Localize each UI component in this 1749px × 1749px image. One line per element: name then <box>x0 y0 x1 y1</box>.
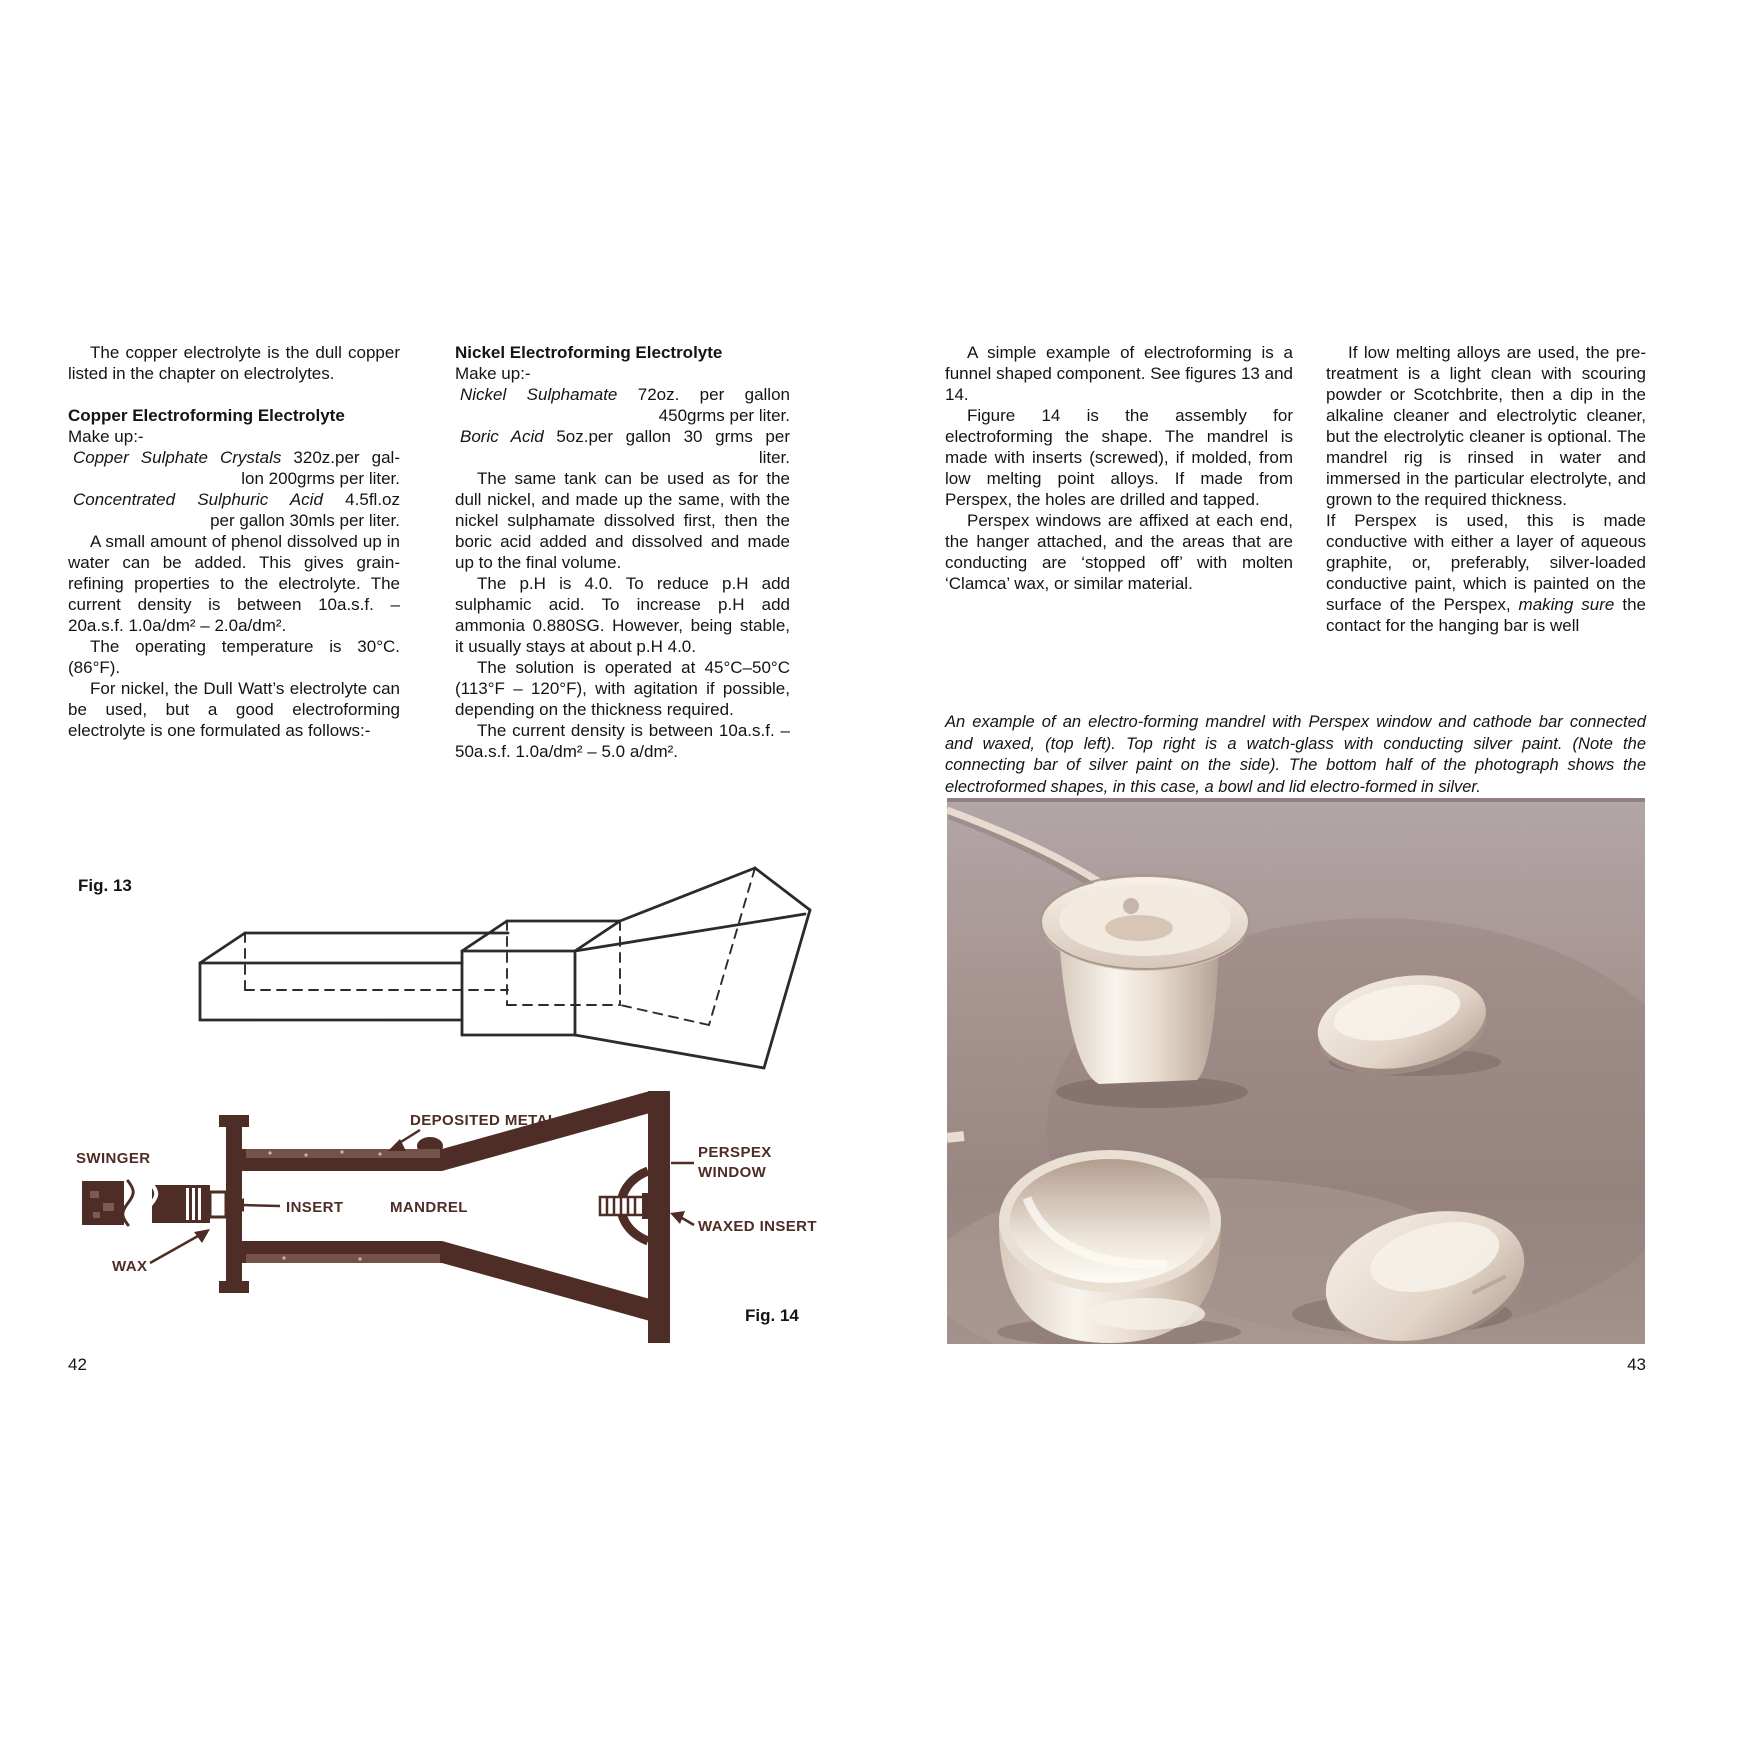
label-perspex-window-line1: PERSPEX <box>698 1144 772 1161</box>
page43-column1 <box>945 342 1293 594</box>
paragraph: The operating temperature is 30°C. (86°F). <box>68 637 400 677</box>
ingredient-name: Nickel Sulphamate <box>460 385 618 404</box>
fig13-solid-lines <box>200 868 810 1068</box>
wax-blob <box>1105 915 1173 941</box>
page-number-42: 42 <box>68 1355 87 1374</box>
label-perspex-window-line2: WINDOW <box>698 1164 767 1181</box>
label-swinger: SWINGER <box>76 1150 151 1167</box>
page42-column1 <box>68 342 400 741</box>
page-number-43: 43 <box>1627 1355 1646 1374</box>
label-mandrel: MANDREL <box>390 1199 468 1216</box>
paragraph: A simple example of electroforming is a funnel shaped component. See figures 13 and 14. <box>945 343 1293 404</box>
paragraph: Figure 14 is the assembly for electroforming the shape. The mandrel is made with inserts (screwed), if molded, from low melting point alloys. If made from Perspex, the holes are drilled and tapped. <box>945 406 1293 509</box>
paragraph-text: If Perspex is used, this is made conductive with either a layer of aqueous graphite, or, preferably, silver-loaded conductive paint, which is painted on the surface of the Perspex, <box>1326 511 1646 614</box>
label-deposited-metal: DEPOSITED METAL <box>410 1112 558 1129</box>
paragraph: The solution is operated at 45°C–50°C (113°F – 120°F), with agitation if possible, depending on the thickness required. <box>455 658 790 719</box>
paragraph: Perspex windows are affixed at each end, the hanger attached, and the areas that are conducting are ‘stopped off’ with molten ‘Clamca’ wax, or similar material. <box>945 511 1293 593</box>
ingredient-line-continued: lon 200grms per liter. <box>241 469 400 488</box>
make-up-line: Make up:- <box>455 364 531 383</box>
paragraph: If low melting alloys are used, the pre-treatment is a light clean with scouring powder or Scotchbrite, then a dip in the alkaline cleaner and electrolytic cleaner, but the electrolytic cleaner is optional. The mandrel rig is rinsed in water and immersed in the particular electrolyte, and grown to the required thickness. <box>1326 343 1646 509</box>
fig14-diagram <box>60 1085 820 1350</box>
section-heading-nickel: Nickel Electroforming Electrolyte <box>455 343 723 362</box>
page43-column2 <box>1326 342 1646 636</box>
mandrel-shaft <box>152 1185 210 1223</box>
paragraph: The same tank can be used as for the dull nickel, and made up the same, with the nickel sulphamate dissolved first, then the boric acid added and dissolved and made up to the final volume. <box>455 469 790 572</box>
rod-fragment <box>947 1131 964 1143</box>
ingredient-name: Boric Acid <box>460 427 544 446</box>
label-insert: INSERT <box>286 1199 344 1216</box>
wire-end <box>1123 898 1139 914</box>
label-waxed-insert: WAXED INSERT <box>698 1218 817 1235</box>
ingredient-line <box>68 447 400 468</box>
fig13-label: Fig. 13 <box>78 876 132 895</box>
bowl-highlight <box>1089 1298 1205 1330</box>
ingredient-line <box>455 426 790 447</box>
fig13-hidden-dashed-lines <box>245 868 755 1025</box>
ingredient-name: Concentrated Sulphuric Acid <box>73 490 323 509</box>
top-slope-wall <box>442 1091 650 1171</box>
paragraph <box>1326 510 1646 636</box>
paragraph-text: the contact for the hanging bar is well <box>1326 595 1646 635</box>
ingredient-line <box>455 384 790 405</box>
waxed-insert-bolt <box>600 1193 662 1219</box>
fig14-cross-section <box>82 1091 670 1343</box>
ingredient-amount: 5oz.per gallon 30 grms per <box>543 427 790 446</box>
paragraph: The current density is between 10a.s.f. – 50a.s.f. 1.0a/dm² – 5.0 a/dm². <box>455 721 790 761</box>
photo-caption: An example of an electro-forming mandrel with Perspex window and cathode bar connected and waxed, (top left). Top right is a watch-glass with conducting silver paint. (Note the connecting bar of silver paint on the side). The bottom half of the photograph shows the electroformed shapes, in this case, a bowl and lid electro-formed in silver. <box>945 713 1646 796</box>
ingredient-amount: 320z.per gal- <box>281 448 400 467</box>
paragraph: For nickel, the Dull Watt’s electrolyte can be used, but a good electroforming electrolyte is one formulated as follows:- <box>68 679 400 740</box>
fig13-drawing <box>178 850 823 1095</box>
bottom-slope-wall <box>442 1241 650 1321</box>
ingredient-line-continued: 450grms per liter. <box>658 406 790 425</box>
insert-square <box>210 1192 226 1217</box>
page42-column2 <box>455 342 790 762</box>
ingredient-amount: 4.5fl.oz <box>322 490 400 509</box>
fig14-label: Fig. 14 <box>745 1306 799 1325</box>
ingredient-line <box>68 489 400 510</box>
paragraph: The p.H is 4.0. To reduce p.H add sulphamic acid. To increase p.H add ammonia 0.880SG. However, being stable, it usually stays at about p.H 4.0. <box>455 574 790 656</box>
ingredient-amount: 72oz. per gallon <box>617 385 790 404</box>
paragraph: The copper electrolyte is the dull copper listed in the chapter on electrolytes. <box>68 343 400 383</box>
label-wax: WAX <box>112 1258 148 1275</box>
photograph-electroformed-shapes <box>947 798 1645 1344</box>
ingredient-line-continued: per gallon 30mls per liter. <box>210 511 400 530</box>
section-heading-copper: Copper Electroforming Electrolyte <box>68 406 345 425</box>
make-up-line: Make up:- <box>68 427 144 446</box>
photo-rendering <box>947 798 1645 1344</box>
photo-top-edge <box>947 798 1645 802</box>
break-marks <box>123 1181 157 1225</box>
emphasized-text: making sure <box>1518 595 1615 614</box>
ingredient-line-continued: liter. <box>758 448 790 467</box>
paragraph: A small amount of phenol dissolved up in water can be added. This gives grain-refining properties to the electrolyte. The current density is between 10a.s.f. – 20a.s.f. 1.0a/dm² – 2.0a/dm². <box>68 532 400 635</box>
ingredient-name: Copper Sulphate Crystals <box>73 448 282 467</box>
